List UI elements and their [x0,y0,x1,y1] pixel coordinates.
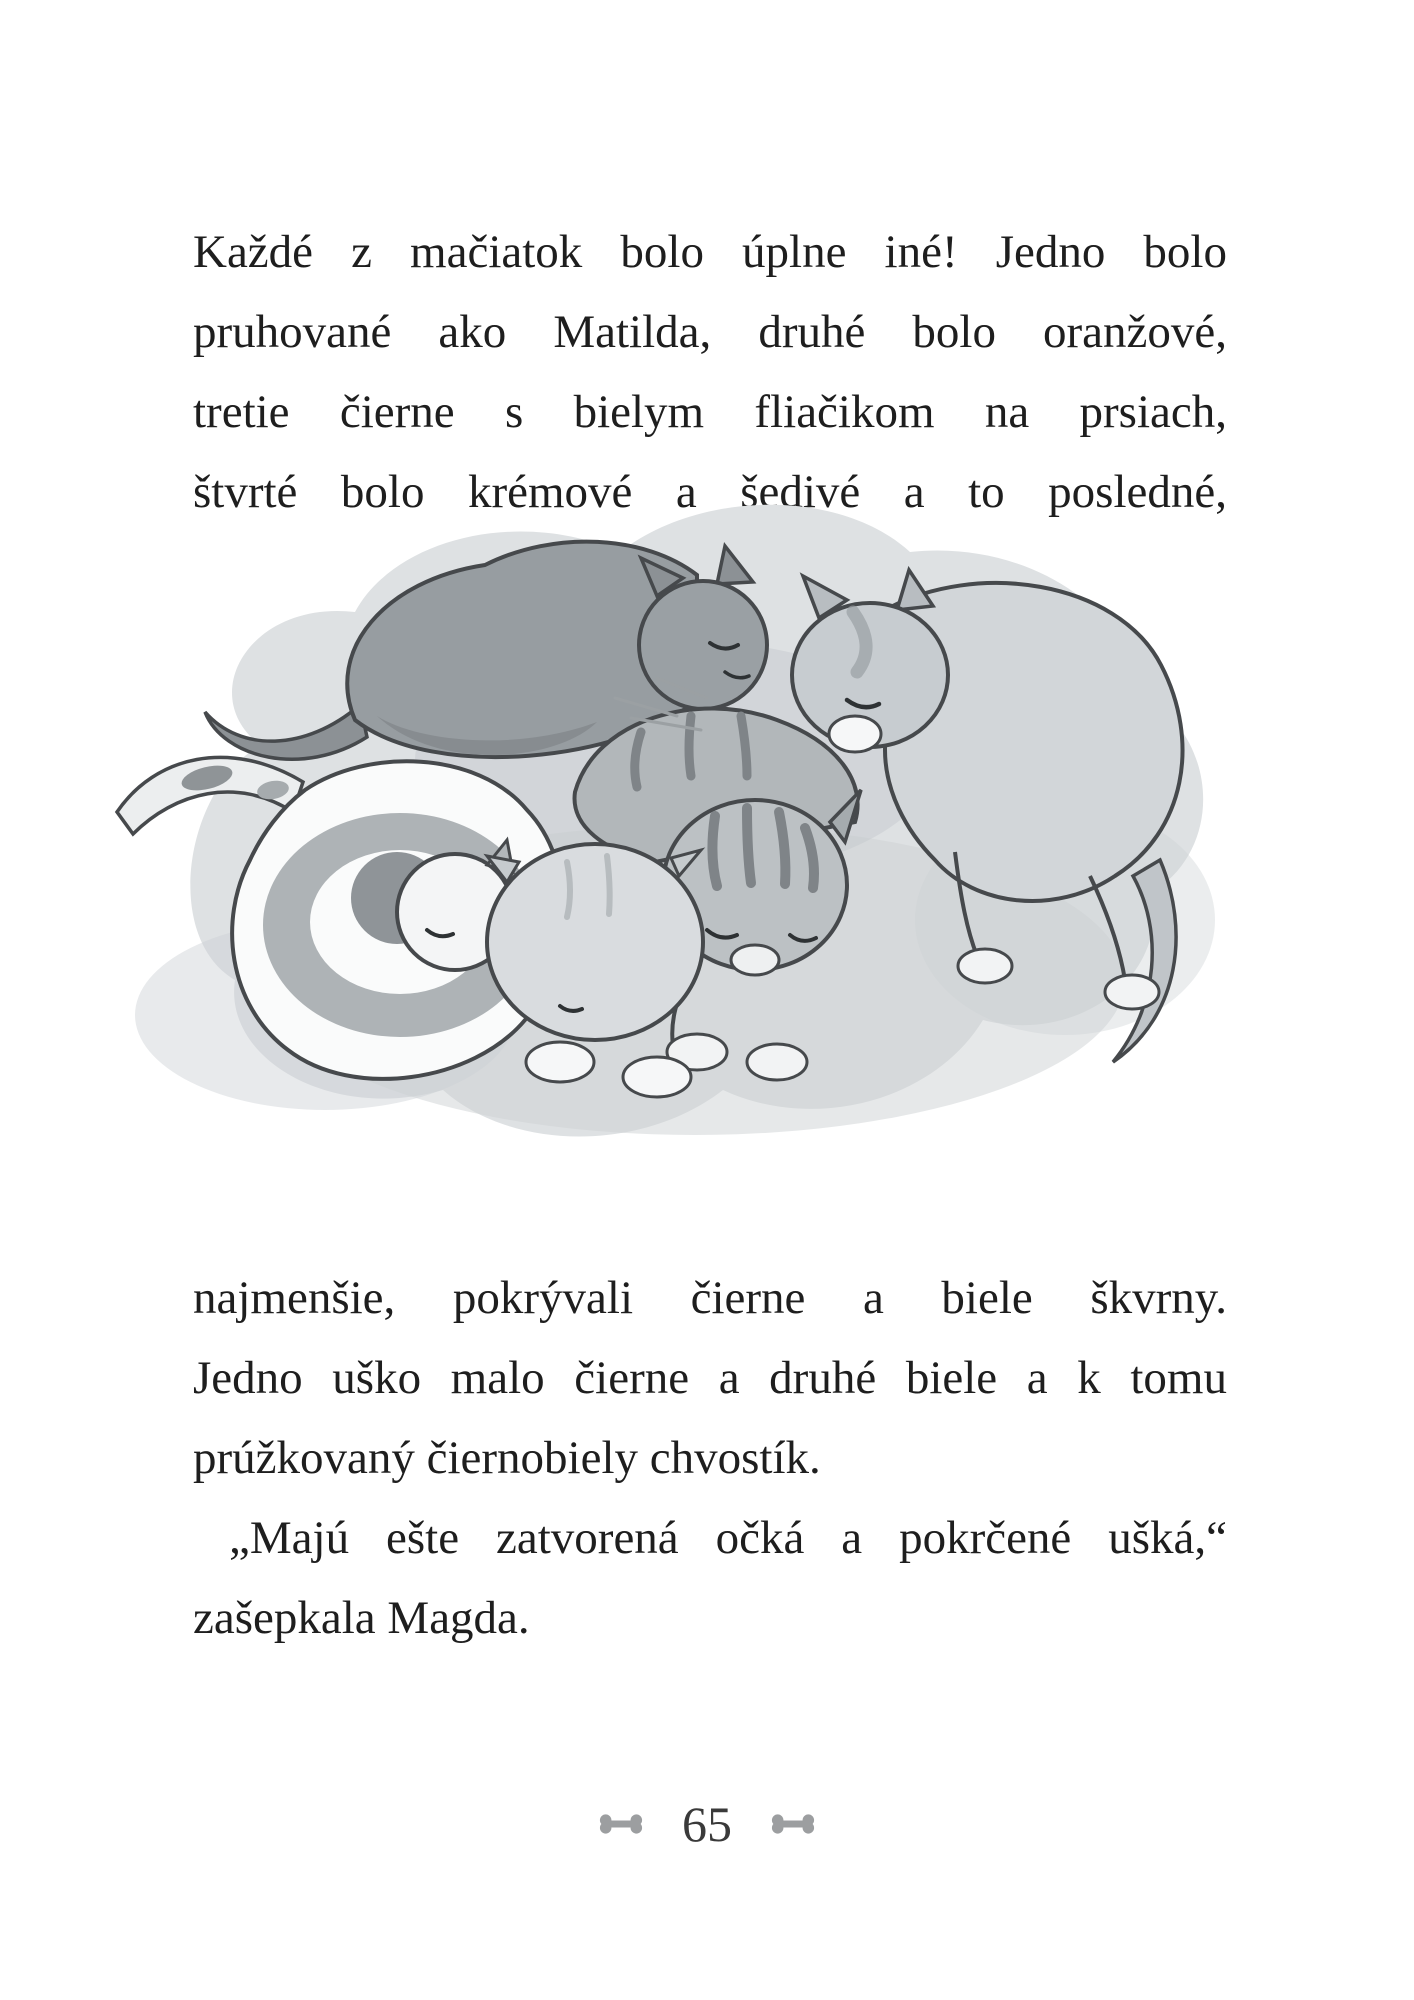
dialogue-line: „Majú ešte zatvorená očká a pokrčené ušká,“ [229,1512,1227,1564]
page-number: 65 [682,1796,732,1852]
bone-icon [770,1812,816,1836]
page-footer [0,1796,1414,1852]
text-line: Jedno uško malo čierne a druhé biele a k tomu [193,1352,1227,1404]
text-line: prúžkovaný čiernobiely chvostík. [193,1432,821,1484]
text-line: Každé z mačiatok bolo úplne iné! Jedno bolo [193,226,1227,278]
paragraph-bottom [193,1258,1227,1658]
text-line: štvrté bolo krémové a šedivé a to posledné, [193,466,1227,518]
text-line: pruhované ako Matilda, druhé bolo oranžové, [193,306,1227,358]
bone-icon [598,1812,644,1836]
text-line: najmenšie, pokrývali čierne a biele škvrny. [193,1272,1227,1324]
text-line: tretie čierne s bielym fliačikom na prsiach, [193,386,1227,438]
sleeping-kittens-illustration [55,460,1255,1175]
dialogue-line: zašepkala Magda. [193,1592,530,1644]
